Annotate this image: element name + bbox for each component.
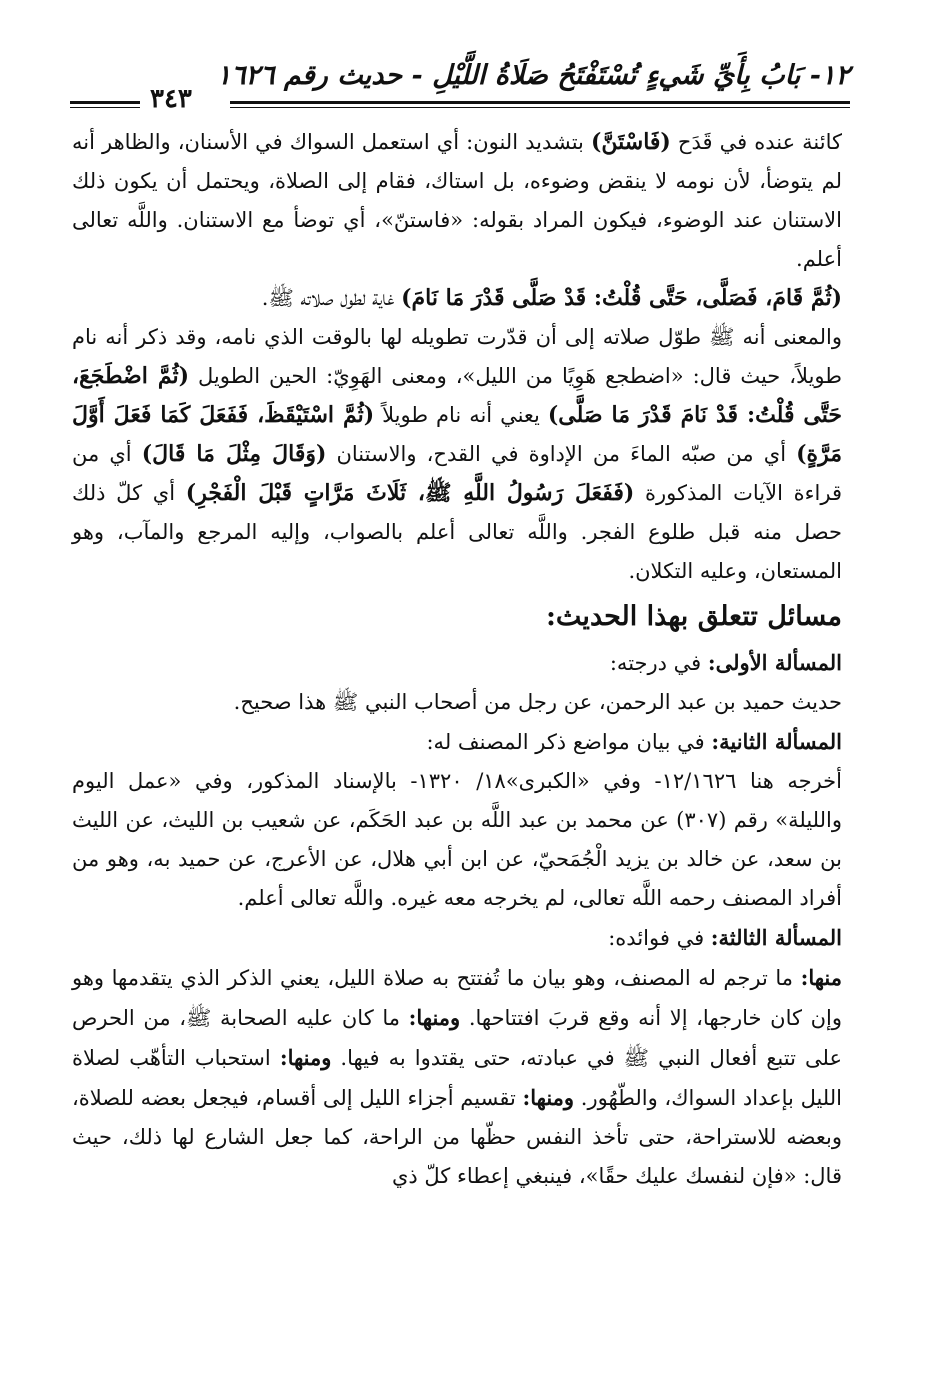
header-rule xyxy=(230,101,850,104)
text: أي كلّ ذلك حصل منه قبل طلوع الفجر. واللَّه تعالى أعلم بالصواب، وإليه المرجع والمآب، وهو المستعان، وعليه التكلان. xyxy=(72,481,842,583)
text: أي من قراءة الآيات المذكورة xyxy=(72,442,842,505)
header-rule-thin xyxy=(230,107,850,108)
page-number: ٣٤٣ xyxy=(150,84,192,114)
header-rule-left-thin xyxy=(70,107,140,108)
issue-2-text: أخرجه هنا ١٢/١٦٢٦- وفي «الكبرى»١٨/ ١٣٢٠- بالإسناد المذكور، وفي «عمل اليوم والليلة» رقم (٣٠٧) عن محمد بن عبد اللَّه بن عبد الحَكَم، عن شعيب بن الليث، عن الليث بن سعد، عن خالد بن يزيد الْجُمَحيّ، عن ابن أبي هلال، عن الأعرج، عن حميد به، وهو من أفراد المصنف رحمه اللَّه تعالى، لم يخرجه معه غيره. واللَّه تعالى أعلم. xyxy=(72,769,843,910)
quoted-phrase: (وَقَالَ مِثْلَ مَا قَالَ) xyxy=(141,441,327,467)
issue-1-heading xyxy=(72,643,842,683)
benefit-keyword: ومنها: xyxy=(522,1085,575,1110)
benefit-keyword: ومنها: xyxy=(279,1045,332,1070)
issue-label: المسألة الأولى: xyxy=(707,650,842,675)
quoted-phrase: (ثُمَّ اضْطَجَعَ، حَتَّى قُلْتُ: قَدْ نَامَ قَدْرَ مَا صَلَّى) xyxy=(72,363,842,428)
paragraph-1 xyxy=(72,123,842,279)
section-heading: مسائل تتعلق بهذا الحديث: xyxy=(545,601,842,632)
text: أي من صبّه الماءَ من الإداوة في القدح، والاستنان xyxy=(326,442,797,466)
issue-label: المسألة الثانية: xyxy=(711,729,842,754)
benefit-keyword: منها: xyxy=(800,965,842,990)
text: كائنة عنده في قَدَح xyxy=(670,130,842,154)
issue-3-heading xyxy=(72,918,842,958)
paragraph-3 xyxy=(72,318,842,591)
page-header xyxy=(70,60,850,120)
quoted-phrase: (ثُمَّ قَامَ، فَصَلَّى، حَتَّى قُلْتُ: قَدْ صَلَّى قَدْرَ مَا نَامَ) xyxy=(401,285,842,311)
text: ما كان عليه الصحابة ﷺ، من الحرص على تتبع أفعال النبي ﷺ في عبادته، حتى يقتدوا به فيها. xyxy=(72,1006,842,1070)
issue-topic: في بيان مواضع ذكر المصنف له: xyxy=(426,730,712,754)
issue-1-text: حديث حميد بن عبد الرحمن، عن رجل من أصحاب النبي ﷺ هذا صحيح. xyxy=(233,690,842,714)
issue-topic: في درجته: xyxy=(609,651,708,675)
text: ما ترجم له المصنف، وهو بيان ما تُفتتح به صلاة الليل، يعني الذكر الذي يتقدمها وهو وإن كان خارجها، إلا أنه وقع قربَ افتتاحها. xyxy=(72,966,842,1030)
text: تقسيم أجزاء الليل إلى أقسام، فيجعل بعضه للصلاة، وبعضه للاستراحة، حتى تأخذ النفس حظّها من الراحة، كما جعل الشارع لها ذلك، حيث قال: «فإن لنفسك عليك حقًا»، فينبغي إعطاء كلّ ذي xyxy=(72,1086,842,1188)
text: غاية لطول صلاته ﷺ. xyxy=(261,286,402,310)
issue-3-text xyxy=(72,958,842,1196)
issue-topic: في فوائده: xyxy=(608,926,711,950)
quoted-phrase: (فَاسْتَنَّ) xyxy=(590,129,671,155)
issue-label: المسألة الثالثة: xyxy=(710,925,842,950)
quoted-phrase: (ثُمَّ اسْتَيْقَظَ، فَفَعَلَ كَمَا فَعَلَ أَوَّلَ مَرَّةٍ) xyxy=(72,402,842,467)
text: والمعنى أنه ﷺ طوّل صلاته إلى أن قدّرت تطويله لها بالوقت الذي نامه، وقد ذكر أنه نام طويلاً، حيث قال: «اضطجع هَوِيًا من الليل»، ومعنى الهَوِيّ: الحين الطويل xyxy=(72,325,842,388)
page-body xyxy=(72,123,842,1196)
benefit-keyword: ومنها: xyxy=(408,1005,461,1030)
text: يعني أنه نام طويلاً xyxy=(374,403,548,427)
text: استحباب التأهّب لصلاة الليل بإعداد السواك، والطّهُور. xyxy=(72,1046,842,1110)
quoted-phrase: (فَفَعَلَ رَسُولُ اللَّهِ ﷺ، ثَلَاثَ مَرَّاتٍ قَبْلَ الْفَجْرِ) xyxy=(185,480,635,506)
header-rule-left xyxy=(70,101,140,104)
text: بتشديد النون: أي استعمل السواك في الأسنان، والظاهر أنه لم يتوضأ، لأن نومه لا ينقض وضوءه، بل استاك، فقام إلى الصلاة، ويحتمل أن يكون ذلك الاستنان عند الوضوء، فيكون المراد بقوله: «فاستنّ»، أي توضأ مع الاستنان. واللَّه تعالى أعلم. xyxy=(72,130,842,271)
running-title: ١٢- بَابُ بِأَيِّ شَيءٍ تُسْتَفْتَحُ صَلَاةُ اللَّيْلِ - حديث رقم ١٦٢٦ xyxy=(216,60,850,91)
paragraph-2 xyxy=(72,279,842,318)
issue-2-heading xyxy=(72,722,842,762)
